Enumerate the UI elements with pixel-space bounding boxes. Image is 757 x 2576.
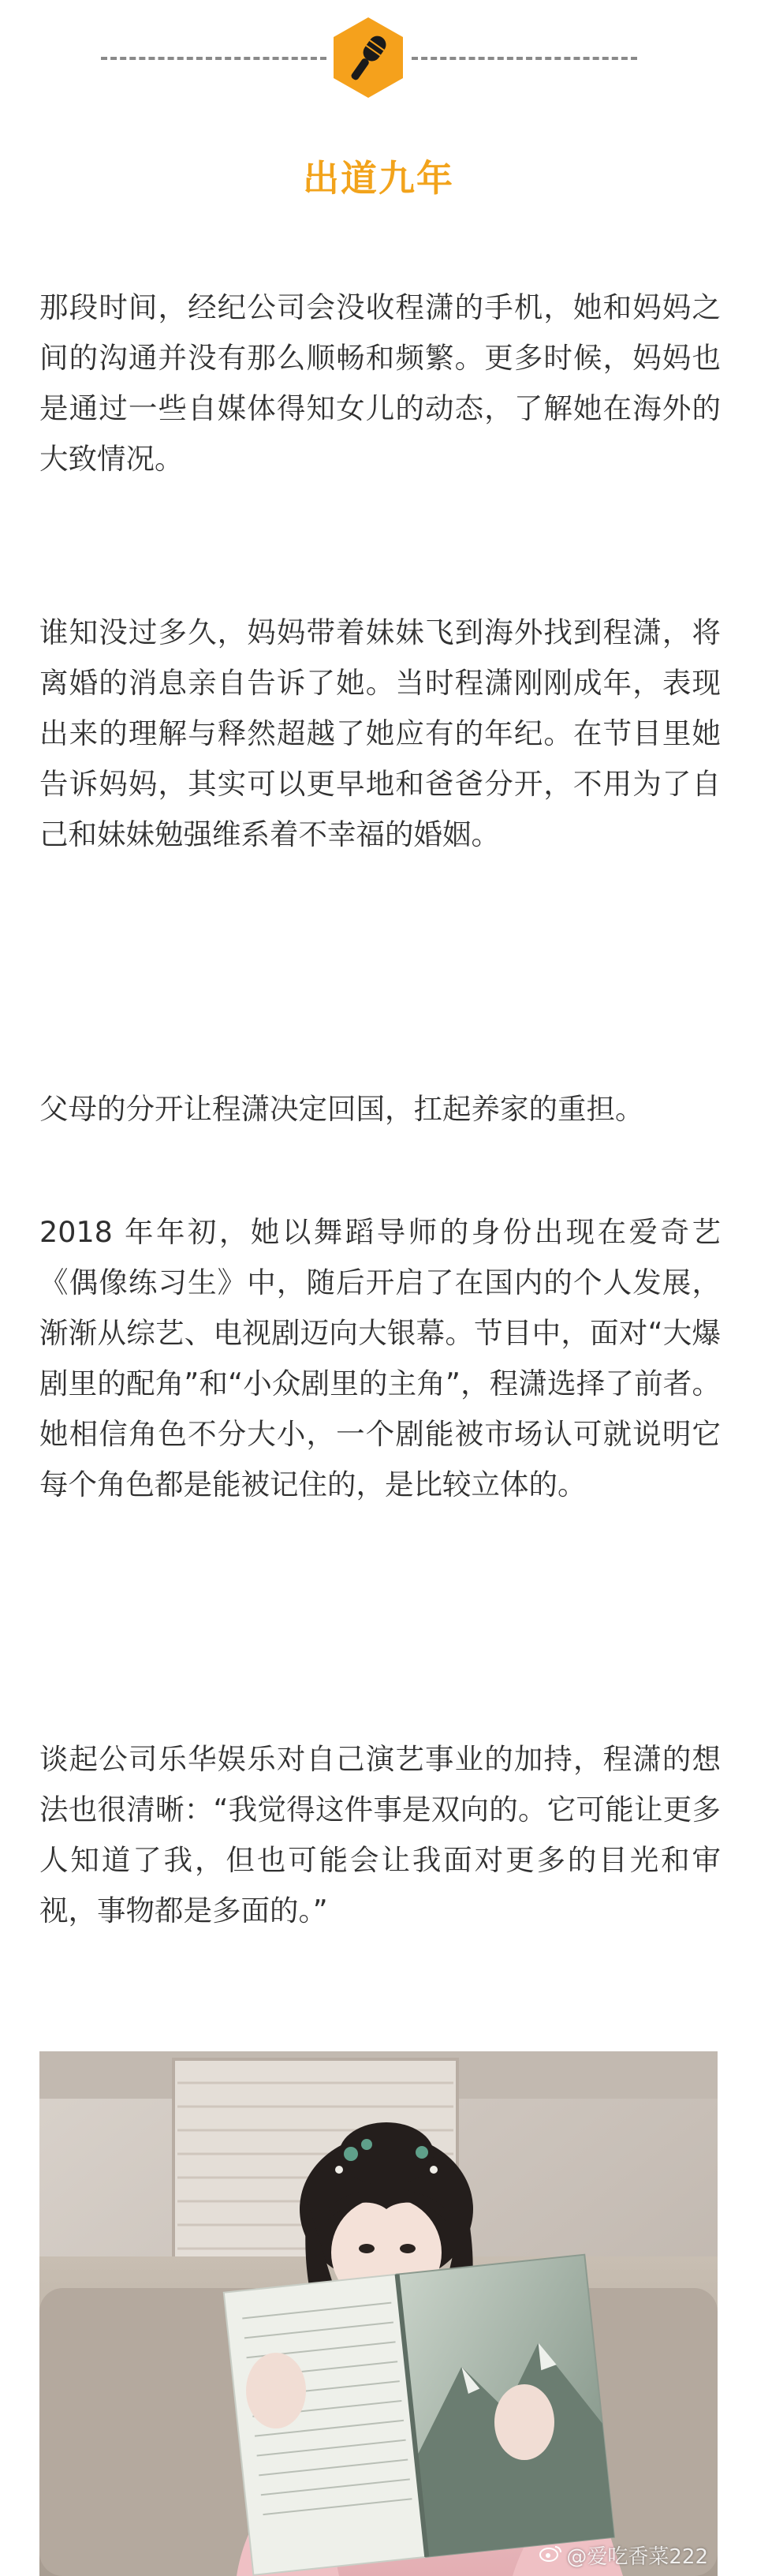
paragraph-3: 父母的分开让程潇决定回国，扛起养家的重担。: [39, 1092, 644, 1126]
section-badge: [325, 14, 412, 101]
weibo-icon: [539, 2544, 561, 2567]
paragraph-1: 那段时间，经纪公司会没收程潇的手机，她和妈妈之间的沟通并没有那么顺畅和频繁。更多时候，妈妈也是通过一些自媒体得知女儿的动态，了解她在海外的大致情况。: [39, 290, 721, 476]
section-header: [0, 0, 757, 118]
watermark-text: @爱吃香菜222: [566, 2545, 708, 2569]
photo-illustration: [39, 2051, 718, 2576]
article-photo: [39, 2051, 718, 2576]
paragraph-5: 谈起公司乐华娱乐对自己演艺事业的加持，程潇的想法也很清晰：“我觉得这件事是双向的。它可能让更多人知道了我，但也可能会让我面对更多的目光和审视，事物都是多面的。”: [39, 1742, 721, 1927]
paragraph-2: 谁知没过多久，妈妈带着妹妹飞到海外找到程潇，将离婚的消息亲自告诉了她。当时程潇刚刚成年，表现出来的理解与释然超越了她应有的年纪。在节目里她告诉妈妈，其实可以更早地和爸爸分开，不用为了自己和妹妹勉强维系着不幸福的婚姻。: [39, 615, 721, 851]
paragraph-4: 2018 年年初，她以舞蹈导师的身份出现在爱奇艺《偶像练习生》中，随后开启了在国内的个人发展，渐渐从综艺、电视剧迈向大银幕。节目中，面对“大爆剧里的配角”和“小众剧里的主角”，程潇选择了前者。她相信角色不分大小，一个剧能被市场认可就说明它每个角色都是能被记住的，是比较立体的。: [39, 1215, 721, 1501]
divider-left: [101, 57, 326, 60]
microphone-icon: [325, 14, 412, 101]
section-title: 出道九年: [303, 157, 454, 200]
divider-right: [412, 57, 637, 60]
photo-watermark: [539, 2540, 708, 2570]
